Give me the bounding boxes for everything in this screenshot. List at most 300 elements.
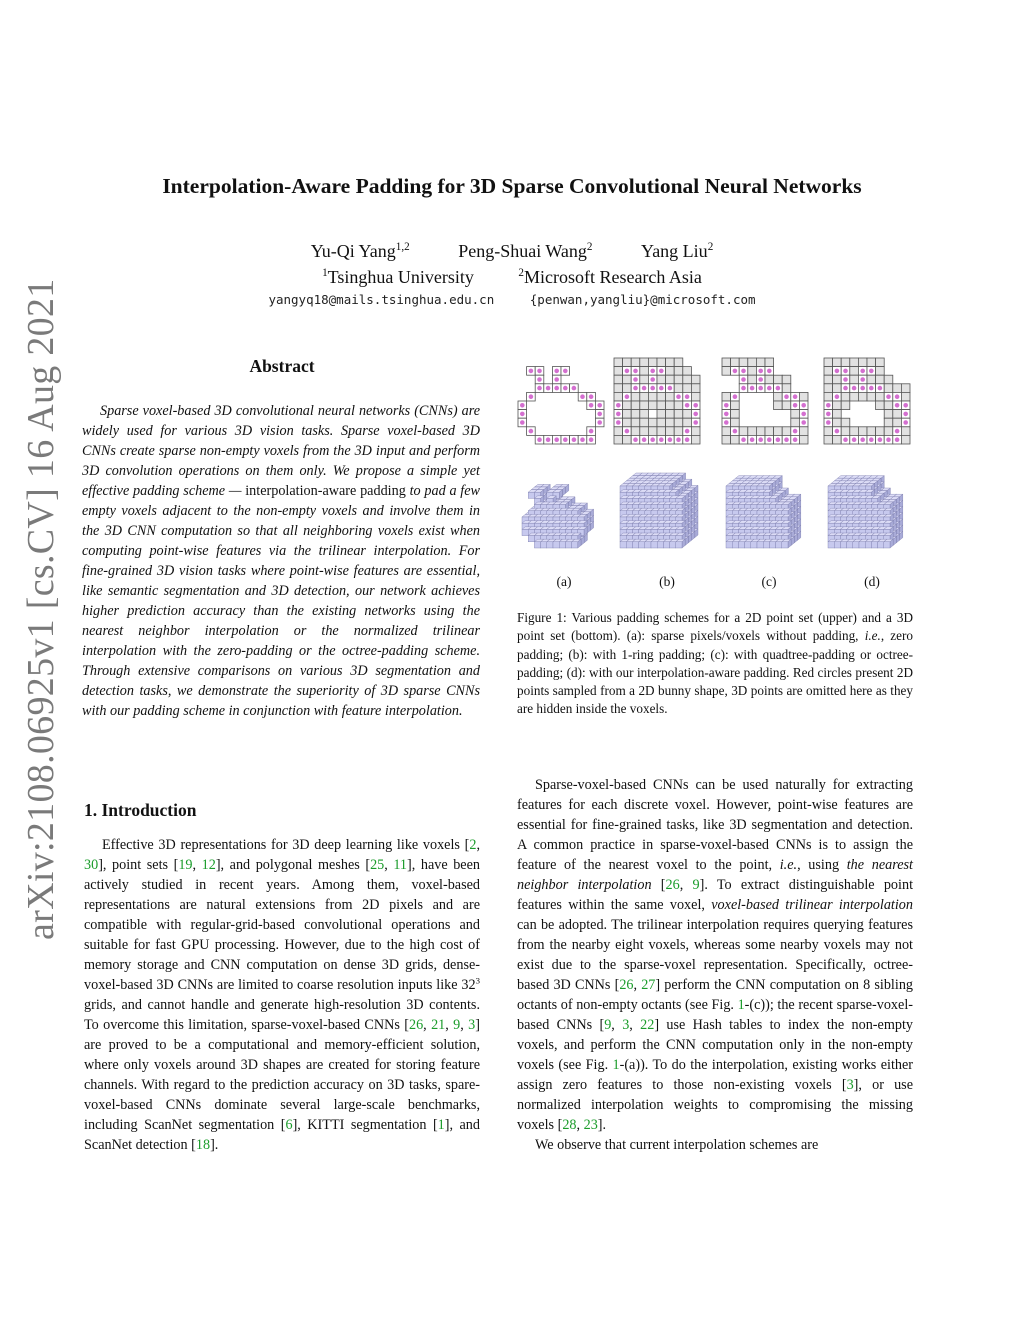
sample-point bbox=[633, 369, 638, 374]
pixel-cell bbox=[674, 367, 683, 376]
pixel-cell bbox=[683, 367, 692, 376]
pixel-cell bbox=[824, 392, 833, 401]
pixel-cell bbox=[858, 392, 867, 401]
citation-link[interactable]: 23 bbox=[583, 1117, 598, 1133]
author-names bbox=[150, 238, 874, 264]
pixel-cell bbox=[623, 358, 632, 367]
sample-point bbox=[895, 437, 900, 442]
voxel-front-face bbox=[865, 542, 871, 548]
citation-link[interactable]: 28 bbox=[562, 1117, 577, 1133]
pixel-cell bbox=[623, 418, 632, 427]
pixel-cell bbox=[657, 427, 666, 436]
sample-point bbox=[563, 369, 568, 374]
sample-point bbox=[597, 420, 602, 425]
sample-point bbox=[843, 369, 848, 374]
citation-link[interactable]: 3 bbox=[622, 1017, 630, 1033]
pixel-cell bbox=[748, 375, 757, 384]
pixel-cell bbox=[674, 401, 683, 410]
pixel-cell bbox=[876, 392, 885, 401]
pixel-cell bbox=[722, 435, 731, 444]
sample-point bbox=[685, 437, 690, 442]
voxel-front-face bbox=[553, 542, 559, 548]
sample-point bbox=[750, 437, 755, 442]
pixel-cell bbox=[782, 384, 791, 393]
citation-link[interactable]: 3 bbox=[468, 1017, 476, 1033]
citation-link[interactable]: 1 bbox=[612, 1057, 620, 1073]
sample-point bbox=[750, 386, 755, 391]
sample-point bbox=[650, 377, 655, 382]
pixel-cell bbox=[614, 392, 623, 401]
section-heading-introduction: 1. Introduction bbox=[84, 800, 197, 820]
text-run: , bbox=[423, 1017, 432, 1033]
pixel-cell bbox=[683, 375, 692, 384]
figure-1 bbox=[512, 350, 920, 600]
citation-link[interactable]: 11 bbox=[393, 857, 408, 873]
pixel-cell bbox=[666, 427, 675, 436]
pixel-cell bbox=[674, 375, 683, 384]
author: Yu-Qi Yang$^{1,2}$ bbox=[310, 241, 410, 261]
sample-point bbox=[843, 386, 848, 391]
pixel-cell bbox=[833, 375, 842, 384]
text-run: ]. bbox=[597, 1117, 607, 1133]
sample-point bbox=[625, 429, 630, 434]
pixel-cell bbox=[850, 358, 859, 367]
text-run: ] perform the CNN computation on 8 sibling octants of non-empty octants (see Fig. bbox=[517, 977, 914, 1013]
sample-point bbox=[572, 386, 577, 391]
pixel-cell bbox=[799, 392, 808, 401]
pixel-cell bbox=[631, 358, 640, 367]
pixel-cell bbox=[884, 410, 893, 419]
text-run: , bbox=[633, 977, 642, 993]
pixel-cell bbox=[657, 418, 666, 427]
pixel-cell bbox=[722, 392, 731, 401]
voxel-front-face bbox=[632, 542, 638, 548]
sample-point bbox=[741, 369, 746, 374]
sample-point bbox=[650, 386, 655, 391]
sample-point bbox=[520, 412, 525, 417]
voxel-front-face bbox=[878, 542, 884, 548]
sample-point bbox=[843, 437, 848, 442]
text-run: , using bbox=[797, 857, 847, 873]
pixel-cell bbox=[731, 358, 740, 367]
pixel-cell bbox=[774, 392, 783, 401]
sample-point bbox=[563, 386, 568, 391]
sample-point bbox=[869, 386, 874, 391]
intro-paragraph-2 bbox=[517, 775, 913, 1135]
pixel-cell bbox=[666, 367, 675, 376]
pixel-cell bbox=[722, 358, 731, 367]
pixel-cell bbox=[850, 427, 859, 436]
sample-point bbox=[733, 394, 738, 399]
abstract-heading: Abstract bbox=[249, 356, 315, 376]
pixel-cell bbox=[666, 418, 675, 427]
sample-point bbox=[642, 437, 647, 442]
sample-point bbox=[685, 429, 690, 434]
pixel-cell bbox=[648, 418, 657, 427]
sample-point bbox=[852, 437, 857, 442]
voxel-front-face bbox=[639, 542, 645, 548]
voxel-front-face bbox=[776, 542, 782, 548]
voxel-front-face bbox=[726, 542, 732, 548]
figure-label-d: (d) bbox=[864, 574, 880, 589]
intro-paragraph-3: We observe that current interpolation schemes are bbox=[535, 1137, 819, 1153]
pixel-cell bbox=[657, 358, 666, 367]
pixel-cell bbox=[623, 401, 632, 410]
sample-point bbox=[758, 437, 763, 442]
sample-point bbox=[878, 386, 883, 391]
text-run: , bbox=[445, 1017, 454, 1033]
voxel-front-face bbox=[834, 542, 840, 548]
sample-point bbox=[895, 403, 900, 408]
pixel-cell bbox=[799, 435, 808, 444]
sample-point bbox=[520, 420, 525, 425]
pixel-cell bbox=[867, 427, 876, 436]
pixel-cell bbox=[657, 392, 666, 401]
citation-link[interactable]: 30 bbox=[84, 857, 99, 873]
sample-point bbox=[529, 394, 534, 399]
affiliations bbox=[150, 264, 874, 290]
sample-point bbox=[860, 377, 865, 382]
sample-point bbox=[835, 429, 840, 434]
sample-point bbox=[869, 369, 874, 374]
pixel-cell bbox=[841, 401, 850, 410]
email: {penwan,yangliu}@microsoft.com bbox=[529, 292, 756, 307]
pixel-cell bbox=[640, 375, 649, 384]
superscript: 3 bbox=[475, 975, 480, 986]
pixel-cell bbox=[640, 401, 649, 410]
sample-point bbox=[724, 403, 729, 408]
sample-point bbox=[529, 429, 534, 434]
pixel-cell bbox=[731, 401, 740, 410]
voxel-front-face bbox=[732, 542, 738, 548]
voxel-front-face bbox=[528, 536, 534, 542]
pixel-cell bbox=[648, 358, 657, 367]
voxel-front-face bbox=[763, 542, 769, 548]
author: Peng-Shuai Wang$^2$ bbox=[458, 241, 593, 261]
paper-title: Interpolation-Aware Padding for 3D Sparse Convolutional Neural Networks bbox=[162, 174, 862, 198]
sample-point bbox=[758, 369, 763, 374]
sample-point bbox=[572, 437, 577, 442]
citation-link[interactable]: 9 bbox=[604, 1017, 612, 1033]
pixel-cell bbox=[833, 435, 842, 444]
pixel-cell bbox=[824, 367, 833, 376]
sample-point bbox=[659, 437, 664, 442]
citation-link[interactable]: 6 bbox=[285, 1117, 293, 1133]
pixel-cell bbox=[614, 358, 623, 367]
voxel-bunny-d bbox=[828, 476, 903, 548]
text-run: ], KITTI segmentation [ bbox=[292, 1117, 438, 1133]
author-block bbox=[150, 238, 874, 290]
sample-point bbox=[693, 420, 698, 425]
sample-point bbox=[758, 386, 763, 391]
pixel-cell bbox=[666, 375, 675, 384]
pixel-cell bbox=[824, 427, 833, 436]
figure-label-b: (b) bbox=[659, 574, 675, 589]
sample-point bbox=[597, 412, 602, 417]
pixel-cell bbox=[739, 358, 748, 367]
sample-point bbox=[625, 394, 630, 399]
intro-column-left bbox=[84, 835, 480, 1155]
sample-point bbox=[589, 394, 594, 399]
pixel-cell bbox=[614, 384, 623, 393]
pixel-cell bbox=[884, 375, 893, 384]
sample-point bbox=[642, 386, 647, 391]
pixel-cell bbox=[739, 427, 748, 436]
text-run: ], have been actively studied in recent years. Among them, voxel-based representations are natural extensions from 2D pixels and are compatible with regular-grid-based convolutional operations and suitable for fast GPU processing. However, due to the high cost of memory storage and CNN computation on dense 3D grids, dense-voxel-based 3D CNNs are limited to coarse resolution inputs like 32 bbox=[84, 857, 480, 993]
sample-point bbox=[580, 437, 585, 442]
voxel-front-face bbox=[738, 542, 744, 548]
pixel-cell bbox=[833, 358, 842, 367]
text-run: ], and ScanNet detection [ bbox=[84, 1117, 480, 1153]
pixel-cell bbox=[657, 375, 666, 384]
pixel-cell bbox=[765, 358, 774, 367]
citation-link[interactable]: 25 bbox=[370, 857, 385, 873]
pixel-cell bbox=[674, 410, 683, 419]
sample-point bbox=[869, 437, 874, 442]
sample-point bbox=[563, 437, 568, 442]
sample-point bbox=[554, 369, 559, 374]
pixel-cell bbox=[614, 375, 623, 384]
voxel-front-face bbox=[534, 542, 540, 548]
voxel-front-face bbox=[676, 542, 682, 548]
sample-point bbox=[546, 386, 551, 391]
citation-link[interactable]: 3 bbox=[846, 1077, 854, 1093]
voxel-front-face bbox=[541, 542, 547, 548]
pixel-cell bbox=[876, 367, 885, 376]
pixel-cell bbox=[850, 367, 859, 376]
emphasis-text: voxel-based trilinear interpolation bbox=[711, 897, 913, 913]
voxel-front-face bbox=[769, 542, 775, 548]
citation-link[interactable]: 19 bbox=[178, 857, 193, 873]
sample-point bbox=[537, 377, 542, 382]
voxel-front-face bbox=[859, 542, 865, 548]
citation-link[interactable]: 18 bbox=[195, 1137, 211, 1153]
voxel-front-face bbox=[565, 542, 571, 548]
sample-point bbox=[520, 403, 525, 408]
pixel-cell bbox=[674, 384, 683, 393]
pixel-cell bbox=[884, 418, 893, 427]
pixel-cell bbox=[731, 418, 740, 427]
sample-point bbox=[554, 386, 559, 391]
pixel-cell bbox=[640, 367, 649, 376]
sample-point bbox=[633, 437, 638, 442]
sample-point bbox=[801, 403, 806, 408]
sample-point bbox=[835, 369, 840, 374]
sample-point bbox=[895, 394, 900, 399]
pixel-cell bbox=[648, 401, 657, 410]
emphasis-text: the nearest neighbor interpolation bbox=[517, 857, 913, 893]
pixel-cell bbox=[657, 410, 666, 419]
affiliation: $^1$Tsinghua University bbox=[322, 267, 474, 287]
sample-point bbox=[733, 369, 738, 374]
email: yangyq18@mails.tsinghua.edu.cn bbox=[268, 292, 495, 307]
text-run: grids, and cannot handle and generate high-resolution 3D contents. To overcome this limitation, sparse-voxel-based CNNs [ bbox=[84, 997, 480, 1033]
pixel-cell bbox=[799, 427, 808, 436]
pixel-cell bbox=[640, 358, 649, 367]
sample-point bbox=[793, 437, 798, 442]
text-run: ]. To extract distinguishable point features within the same voxel, bbox=[517, 877, 914, 913]
sample-point bbox=[554, 377, 559, 382]
author-emails bbox=[150, 292, 874, 307]
sample-point bbox=[616, 420, 621, 425]
pixel-cell bbox=[791, 418, 800, 427]
pixel-cell bbox=[833, 384, 842, 393]
pixel-cell bbox=[858, 427, 867, 436]
sample-point bbox=[668, 386, 673, 391]
pixel-cell bbox=[782, 427, 791, 436]
sample-point bbox=[693, 403, 698, 408]
sample-point bbox=[903, 403, 908, 408]
pixel-cell bbox=[691, 375, 700, 384]
voxel-front-face bbox=[663, 542, 669, 548]
sample-point bbox=[784, 394, 789, 399]
pixel-cell bbox=[841, 418, 850, 427]
pixel-cell bbox=[876, 358, 885, 367]
text-run: , bbox=[476, 837, 480, 853]
pixel-cell bbox=[791, 410, 800, 419]
voxel-front-face bbox=[572, 542, 578, 548]
pixel-cell bbox=[614, 367, 623, 376]
sample-point bbox=[793, 403, 798, 408]
sample-point bbox=[741, 386, 746, 391]
pixel-cell bbox=[833, 410, 842, 419]
pixel-cell bbox=[884, 384, 893, 393]
sample-point bbox=[633, 377, 638, 382]
sample-point bbox=[668, 437, 673, 442]
citation-link[interactable]: 12 bbox=[201, 857, 216, 873]
pixel-grid-a bbox=[518, 367, 604, 444]
citation-link[interactable]: 1 bbox=[437, 1117, 445, 1133]
sample-point bbox=[776, 386, 781, 391]
citation-link[interactable]: 9 bbox=[692, 877, 700, 893]
pixel-cell bbox=[901, 392, 910, 401]
citation-link[interactable]: 26 bbox=[665, 877, 680, 893]
pixel-cell bbox=[833, 418, 842, 427]
pixel-cell bbox=[722, 367, 731, 376]
citation-link[interactable]: 26 bbox=[408, 1017, 424, 1033]
text-run: ]. bbox=[210, 1137, 219, 1153]
sample-point bbox=[724, 412, 729, 417]
text-run: , bbox=[629, 1017, 641, 1033]
pixel-cell bbox=[824, 384, 833, 393]
text-run: ] are proved to be a computational and memory-efficient solution, where only voxels around 3D shapes are created for storing feature channels. With regard to the prediction accuracy on 3D tasks, spare-voxel-based CNNs dominate several large-scale benchmarks, including ScanNet segmentation [ bbox=[84, 1017, 480, 1133]
figure-label-a: (a) bbox=[556, 574, 572, 589]
citation-link[interactable]: 27 bbox=[641, 977, 656, 993]
sample-point bbox=[852, 386, 857, 391]
sample-point bbox=[758, 377, 763, 382]
sample-point bbox=[537, 386, 542, 391]
figure-1-graphic bbox=[512, 350, 920, 600]
text-run: can be adopted. The trilinear interpolation requires querying features from the nearby eight voxels, whereas some nearby voxels may not exist due to the sparse-voxel representation. Specifically, octree-based 3D CNNs [ bbox=[517, 917, 913, 993]
citation-link[interactable]: 9 bbox=[453, 1017, 461, 1033]
sample-point bbox=[616, 412, 621, 417]
voxel-bunny-b bbox=[620, 473, 698, 548]
pixel-cell bbox=[674, 418, 683, 427]
text-run: Effective 3D representations for 3D deep learning like voxels [ bbox=[102, 837, 470, 853]
pixel-cell bbox=[640, 418, 649, 427]
pixel-cell bbox=[674, 358, 683, 367]
pixel-cell bbox=[867, 375, 876, 384]
pixel-cell bbox=[623, 435, 632, 444]
pixel-cell bbox=[691, 427, 700, 436]
pixel-cell bbox=[683, 410, 692, 419]
voxel-front-face bbox=[528, 492, 534, 498]
sample-point bbox=[554, 437, 559, 442]
citation-link[interactable]: 21 bbox=[431, 1017, 446, 1033]
pixel-cell bbox=[683, 418, 692, 427]
voxel-bunny-a bbox=[522, 484, 594, 548]
pixel-cell bbox=[748, 367, 757, 376]
pixel-cell bbox=[824, 375, 833, 384]
sample-point bbox=[616, 403, 621, 408]
voxel-front-face bbox=[651, 542, 657, 548]
pixel-cell bbox=[876, 401, 885, 410]
arxiv-identifier: arXiv:2108.06925v1 [cs.CV] 16 Aug 2021 bbox=[20, 278, 62, 940]
citation-link[interactable]: 26 bbox=[619, 977, 634, 993]
pixel-cell bbox=[884, 427, 893, 436]
intro-column-right bbox=[517, 775, 913, 1155]
sample-point bbox=[625, 369, 630, 374]
voxel-front-face bbox=[547, 542, 553, 548]
figure-label-c: (c) bbox=[761, 574, 777, 589]
sample-point bbox=[685, 394, 690, 399]
pixel-cell bbox=[648, 427, 657, 436]
pixel-cell bbox=[850, 392, 859, 401]
citation-link[interactable]: 2 bbox=[469, 837, 477, 853]
pixel-cell bbox=[782, 375, 791, 384]
pixel-cell bbox=[731, 435, 740, 444]
pixel-cell bbox=[901, 427, 910, 436]
pixel-cell bbox=[691, 392, 700, 401]
sample-point bbox=[537, 369, 542, 374]
voxel-front-face bbox=[645, 542, 651, 548]
sample-point bbox=[580, 394, 585, 399]
affiliation: $^2$Microsoft Research Asia bbox=[518, 267, 702, 287]
author: Yang Liu$^2$ bbox=[641, 241, 714, 261]
voxel-front-face bbox=[884, 542, 890, 548]
voxel-front-face bbox=[757, 542, 763, 548]
pixel-cell bbox=[867, 358, 876, 367]
pixel-cell bbox=[631, 392, 640, 401]
sample-point bbox=[784, 437, 789, 442]
citation-link[interactable]: 1 bbox=[737, 997, 745, 1013]
sample-point bbox=[903, 412, 908, 417]
sample-point bbox=[826, 420, 831, 425]
voxel-front-face bbox=[828, 542, 834, 548]
pixel-cell bbox=[824, 358, 833, 367]
sample-point bbox=[676, 437, 681, 442]
text-run: , bbox=[192, 857, 202, 873]
sample-point bbox=[529, 369, 534, 374]
sample-point bbox=[659, 369, 664, 374]
sample-point bbox=[685, 403, 690, 408]
voxel-front-face bbox=[840, 542, 846, 548]
pixel-cell bbox=[841, 427, 850, 436]
pixel-cell bbox=[774, 401, 783, 410]
emphasis-text: i.e. bbox=[779, 857, 798, 873]
sample-point bbox=[589, 429, 594, 434]
sample-point bbox=[860, 437, 865, 442]
pixel-cell bbox=[614, 435, 623, 444]
voxel-front-face bbox=[626, 542, 632, 548]
pixel-cell bbox=[666, 358, 675, 367]
sample-point bbox=[767, 437, 772, 442]
pixel-cell bbox=[765, 427, 774, 436]
sample-point bbox=[741, 437, 746, 442]
text-run: ], or use normalized interpolation weights to compromising the missing voxels [ bbox=[517, 1077, 913, 1133]
citation-link[interactable]: 22 bbox=[640, 1017, 655, 1033]
sample-point bbox=[741, 377, 746, 382]
